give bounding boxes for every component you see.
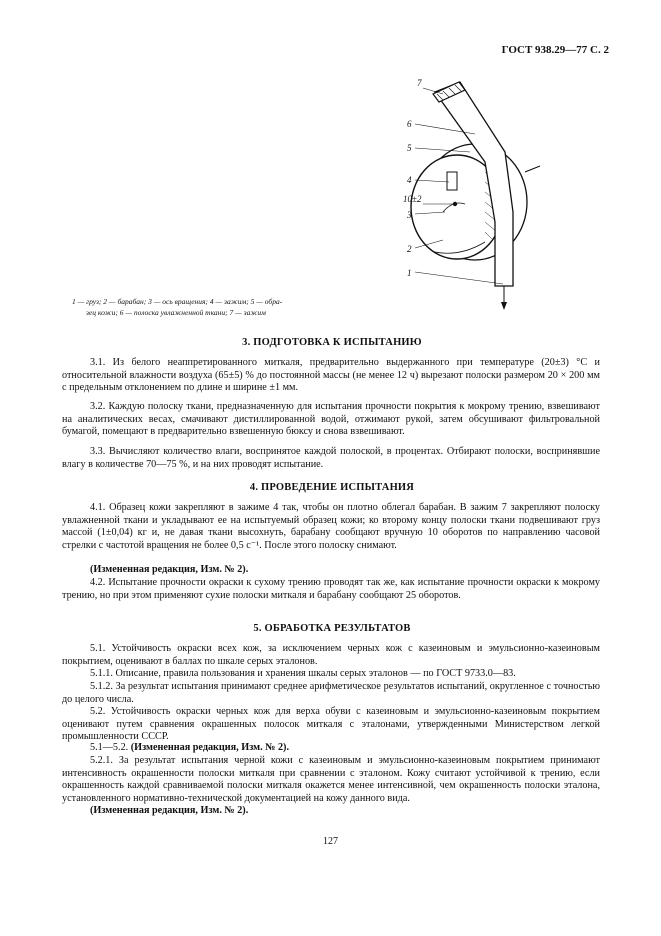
- edition-note-5-2-1: (Измененная редакция, Изм. № 2).: [90, 805, 249, 816]
- label-2: 2: [407, 244, 412, 254]
- label-1: 1: [407, 268, 412, 278]
- para-5-1-5-2-note: [62, 742, 600, 755]
- para-5-2-1: 5.2.1. За результат испытания черной кожи с казеиновым и эмульсионно-казеиновым покрытием принимают интенсивность окрашенности полоски миткаля при сравнении с эталоном. Кожу считают устойчивой к трению, если окрашенность каждой сравниваемой полоски миткаля окажется менее интенсивной, чем окрашенность полоски эталона, установленного нормативно-технической документацией на кожу данного вида.: [62, 755, 600, 804]
- label-7: 7: [417, 78, 422, 88]
- section-3-title: 3. ПОДГОТОВКА К ИСПЫТАНИЮ: [242, 337, 422, 348]
- note-bold: (Измененная редакция, Изм. № 2).: [130, 742, 289, 753]
- label-6: 6: [407, 119, 412, 129]
- drum-clamp: [447, 172, 457, 190]
- para-5-1-2: 5.1.2. За результат испытания принимают среднее арифметическое результатов испытаний, округленное с точностью до целого числа.: [62, 681, 600, 705]
- section-5-title: 5. ОБРАБОТКА РЕЗУЛЬТАТОВ: [253, 623, 411, 634]
- test-apparatus-figure: [335, 72, 545, 312]
- para-3-2: 3.2. Каждую полоску ткани, предназначенную для испытания прочности покрытия к мокрому трению, взвешивают на аналитических весах, смачивают дистиллированной водой, отжимают рукой, затем обсушивают фильтровальной бумагой, помещают в предварительно взвешенную бюксу и снова взвешивают.: [62, 401, 600, 437]
- section-4-title: 4. ПРОВЕДЕНИЕ ИСПЫТАНИЯ: [249, 482, 415, 493]
- edition-note-4-1: (Измененная редакция, Изм. № 2).: [90, 564, 249, 575]
- para-5-1: 5.1. Устойчивость окраски всех кож, за исключением черных кож с казеиновым и эмульсионно-казеиновым покрытием, оценивают в баллах по шкале серых эталонов.: [62, 643, 600, 667]
- caption-line-2: зец кожи; 6 — полоска увлажненной ткани; 7 — зажим: [86, 308, 266, 317]
- caption-line-1: 1 — груз; 2 — барабан; 3 — ось вращения; 4 — зажим; 5 — обра-: [72, 297, 283, 306]
- label-4: 4: [407, 175, 412, 185]
- label-10: 10±2: [403, 194, 422, 204]
- para-5-2: 5.2. Устойчивость окраски черных кож для верха обуви с казеиновым и эмульсионно-казеиновым покрытием оценивают путем сравнения окрашенных полосок миткаля с эталонами, утвержденными Министерством легкой промышленности СССР.: [62, 706, 600, 742]
- page-header: ГОСТ 938.29—77 С. 2: [501, 44, 609, 56]
- note-prefix: 5.1—5.2.: [90, 742, 129, 753]
- para-5-1-1: 5.1.1. Описание, правила пользования и хранения шкалы серых эталонов — по ГОСТ 9733.0—83.: [90, 668, 516, 679]
- para-3-1: 3.1. Из белого неаппретированного миткаля, предварительно выдержанного при температуре (20±3) °С и относительной влажности воздуха (65±5) % до постоянной массы (не менее 12 ч) вырезают полоски размером 20 × 200 мм с предельным отклонением по длине и ширине ±1 мм.: [62, 357, 600, 393]
- label-3: 3: [407, 210, 412, 220]
- figure-caption: [72, 296, 372, 318]
- para-4-1: 4.1. Образец кожи закрепляют в зажиме 4 так, чтобы он плотно облегал барабан. В зажим 7 закрепляют полоску увлажненной ткани и укладывают ее на испытуемый образец кожи; ко второму концу полоски ткани подвешивают груз массой (1±0,04) кг и, не давая ткани высохнуть, барабану сообщают вручную 10 оборотов по направлению часовой стрелки с частотой вращения не более 0,5 с⁻¹. После этого полоску снимают.: [62, 502, 600, 551]
- para-4-2: 4.2. Испытание прочности окраски к сухому трению проводят так же, как испытание прочности окраски к мокрому трению, но при этом применяют сухие полоски миткаля и барабану сообщают 25 оборотов.: [62, 577, 600, 601]
- page-number: 127: [323, 836, 338, 847]
- label-5: 5: [407, 143, 412, 153]
- para-3-3: 3.3. Вычисляют количество влаги, воспринятое каждой полоской, в процентах. Отбирают полоски, воспринявшие влагу в количестве 70—75 %, и на них проводят испытание.: [62, 446, 600, 470]
